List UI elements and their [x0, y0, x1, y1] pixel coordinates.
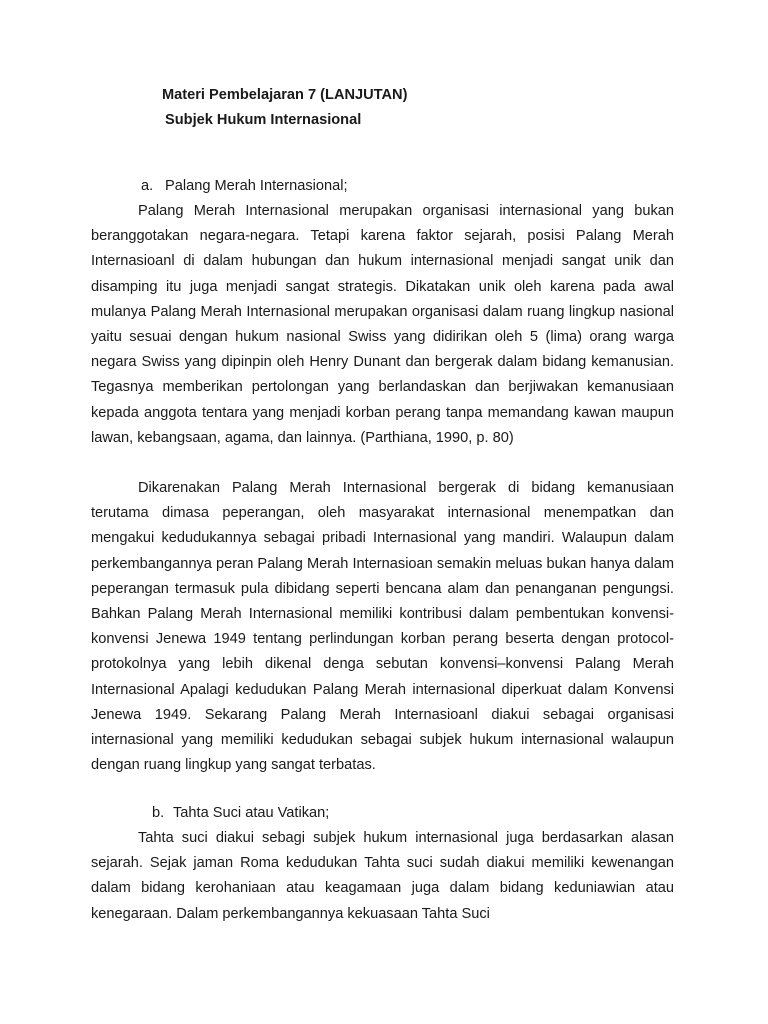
section-a-heading — [141, 178, 348, 194]
section-b-title: Tahta Suci atau Vatikan; — [173, 805, 330, 821]
section-a-marker: a. — [141, 178, 154, 194]
section-b-heading — [152, 805, 329, 821]
section-a-paragraph-2: Dikarenakan Palang Merah Internasional bergerak di bidang kemanusiaan terutama dimasa peperangan, oleh masyarakat internasional menempatkan dan mengakui kedudukannya sebagai pribadi Internasional yang mandiri. Walaupun dalam perkembangannya peran Palang Merah Internasioan semakin meluas bukan hanya dalam peperangan termasuk pula dibidang seperti bencana alam dan penanganan pengungsi. Bahkan Palang Merah Internasional memiliki kontribusi dalam pembentukan konvensi-konvensi Jenewa 1949 tentang perlindungan korban perang beserta dengan protocol-protokolnya yang lebih dikenal denga sebutan konvensi–konvensi Palang Merah Internasional Apalagi kedudukan Palang Merah internasional diperkuat dalam Konvensi Jenewa 1949. Sekarang Palang Merah Internasioanl diakui sebagai organisasi internasional yang memiliki kedudukan sebagai subjek hukum internasional walaupun dengan ruang lingkup yang sangat terbatas. — [91, 480, 674, 774]
document-subtitle: Subjek Hukum Internasional — [165, 112, 362, 128]
section-b-paragraph-1: Tahta suci diakui sebagi subjek hukum internasional juga berdasarkan alasan sejarah. Sejak jaman Roma kedudukan Tahta suci sudah diakui memiliki kewenangan dalam bidang kerohaniaan atau keagamaan juga dalam bidang keduniawian atau kenegaraan. Dalam perkembangannya kekuasaan Tahta Suci — [91, 830, 674, 922]
section-a-paragraph-1: Palang Merah Internasional merupakan organisasi internasional yang bukan beranggotakan negara-negara. Tetapi karena faktor sejarah, posisi Palang Merah Internasioanl di dalam hubungan dan hukum internasional menjadi sangat unik dan disamping itu juga menjadi sangat strategis. Dikatakan unik oleh karena pada awal mulanya Palang Merah Internasional merupakan organisasi dalam ruang lingkup nasional yaitu sesuai dengan hukum nasional Swiss yang didirikan oleh 5 (lima) orang warga negara Swiss yang dipinpin oleh Henry Dunant dan bergerak dalam bidang kemanusian. Tegasnya memberikan pertolongan yang berlandaskan dan berjiwakan kemanusiaan kepada anggota tentara yang menjadi korban perang tanpa memandang kawan maupun lawan, kebangsaan, agama, dan lainnya. (Parthiana, 1990, p. 80) — [91, 203, 674, 446]
section-b-marker: b. — [152, 805, 165, 821]
section-a-title: Palang Merah Internasional; — [165, 178, 348, 194]
document-title: Materi Pembelajaran 7 (LANJUTAN) — [162, 87, 408, 103]
